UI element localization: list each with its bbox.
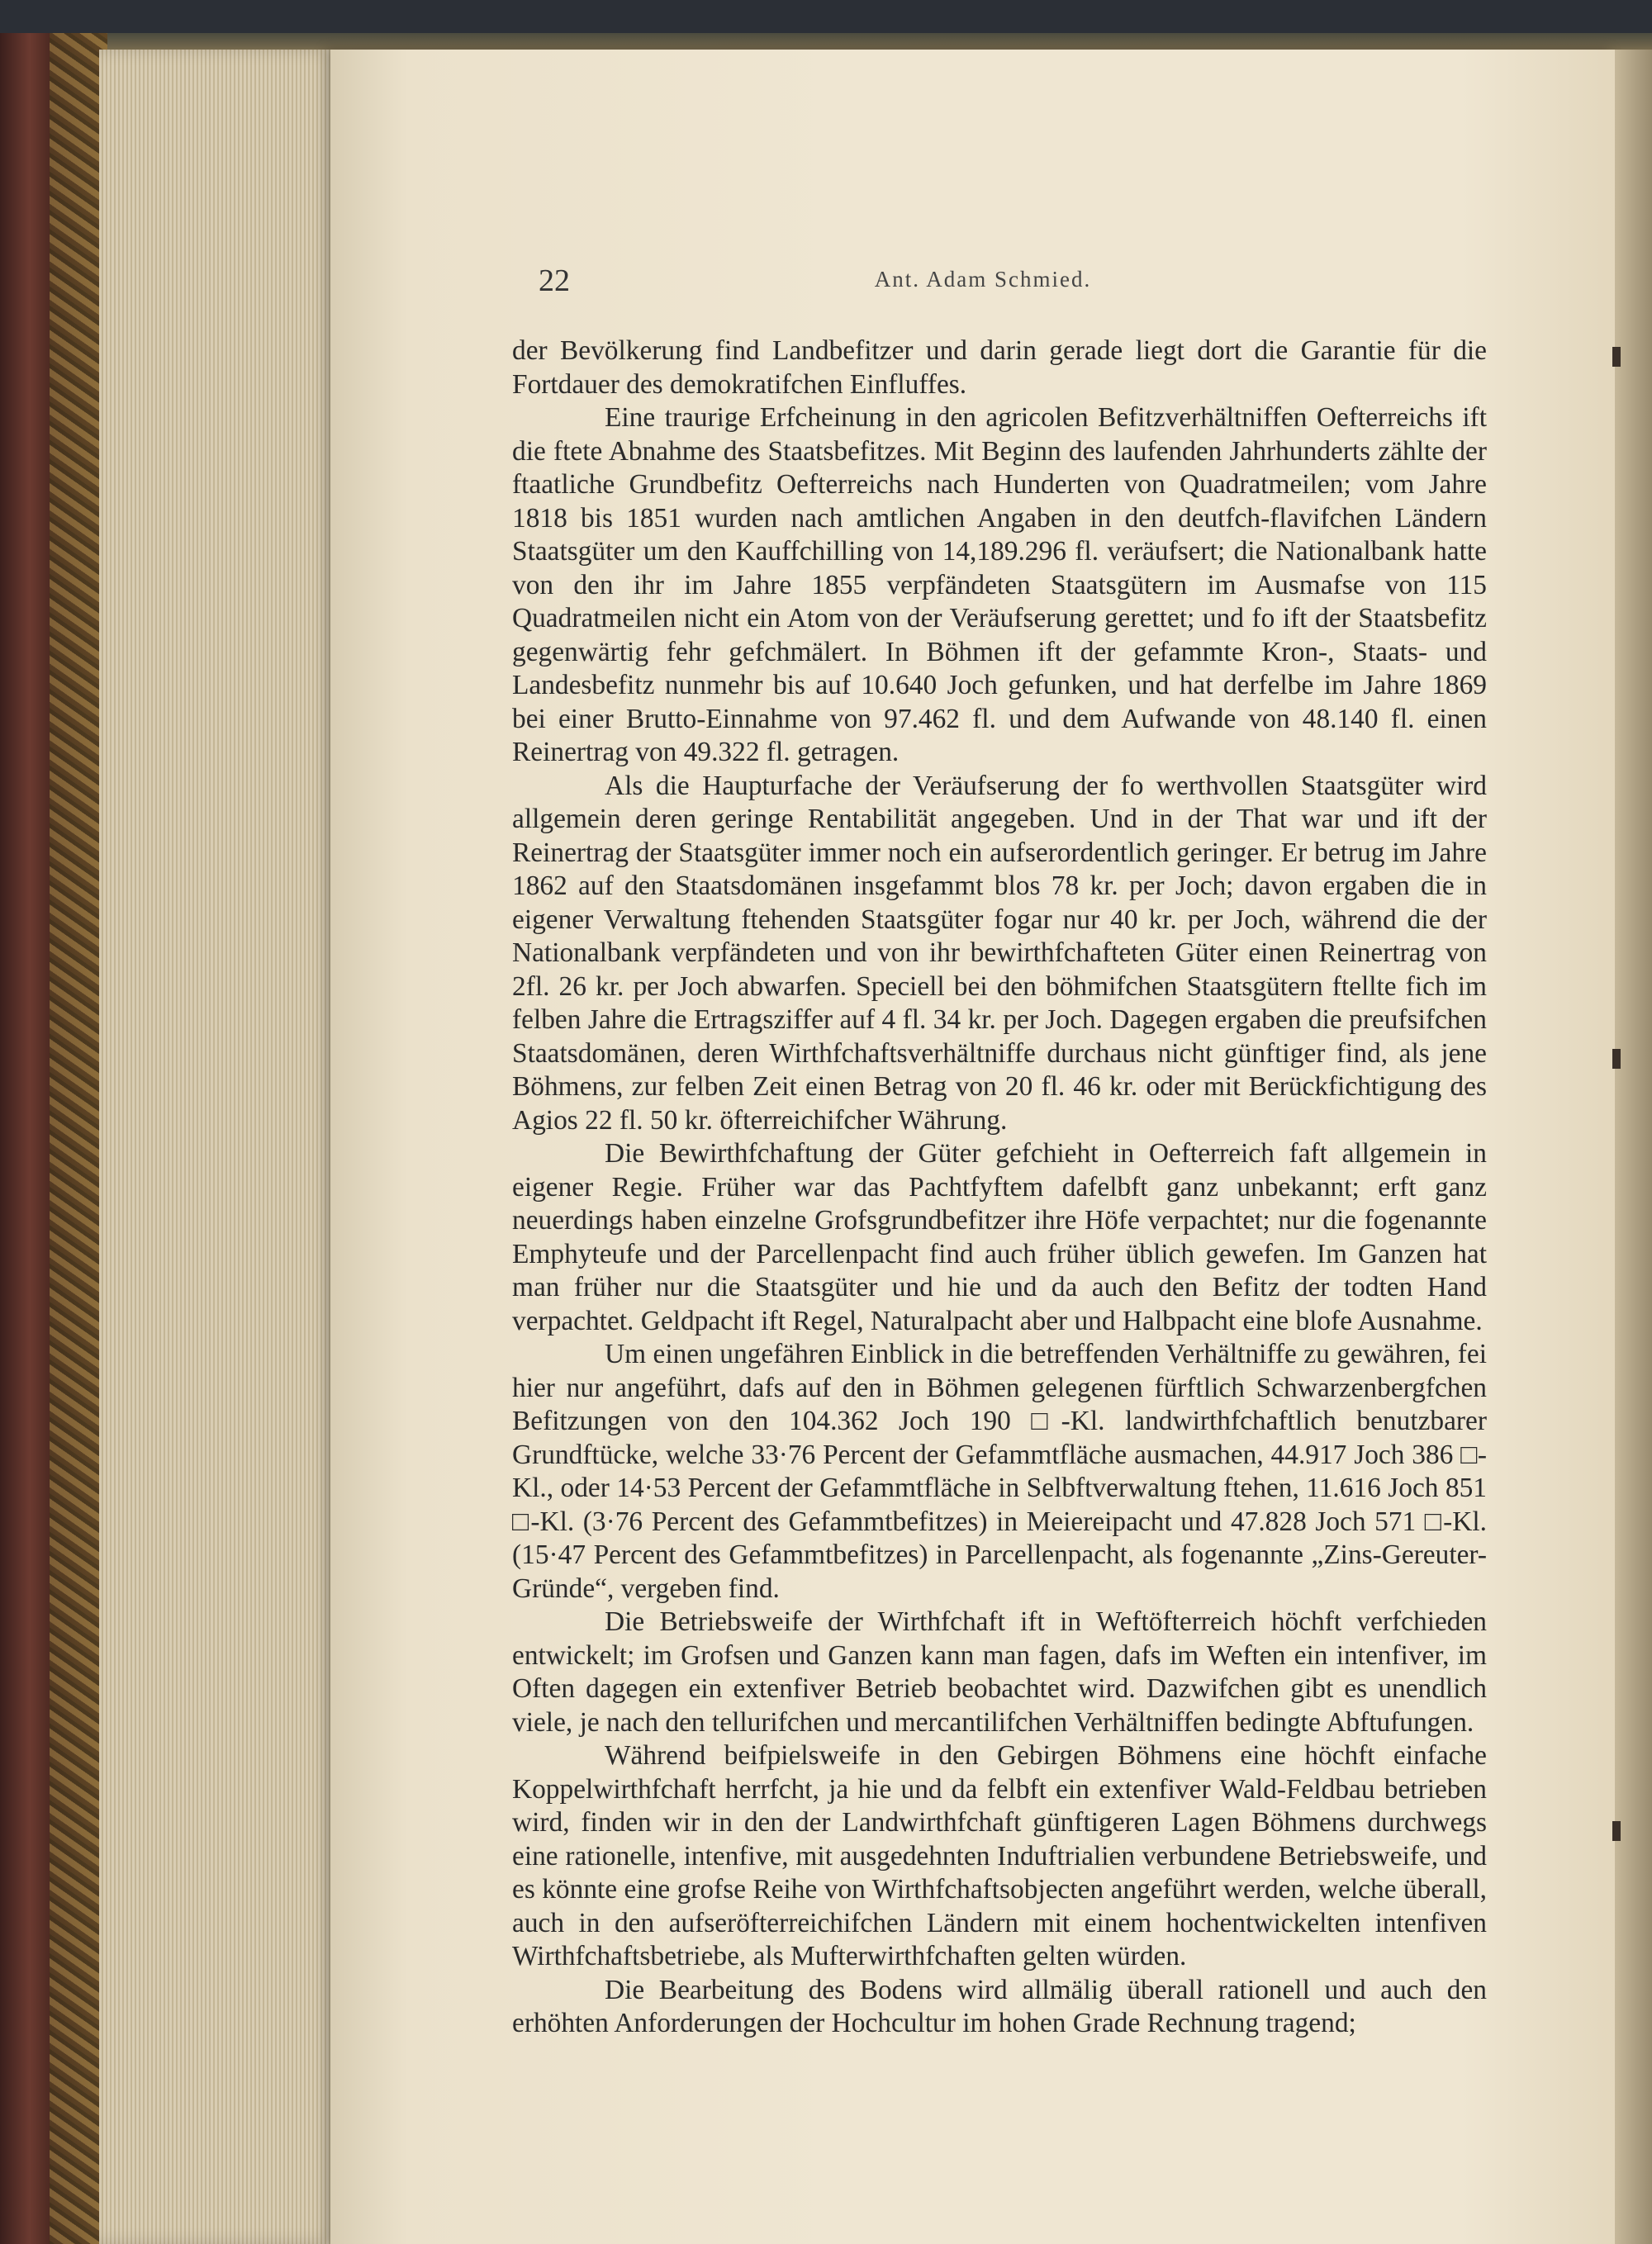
paragraph: Während beifpielsweife in den Gebirgen Böhmens eine höchft einfache Koppelwirthfchaft herrfcht, ja hie und da felbft ein extenfiver Wald-Feldbau betrieben wird, finden wir in den der Landwirthfchaft günftigeren Lagen Böhmens durchwegs eine rationelle, intenfive, mit ausgedehnten Induftrialien verbundene Betriebsweife, und es könnte eine grofse Reihe von Wirthfchaftsobjecten angeführt werden, welche überall, auch in den aufseröfterreichifchen Ländern mit einem hochentwickelten intenfiven Wirthfchaftsbetriebe, als Mufterwirthfchaften gelten würden.: [512, 1740, 1487, 1971]
paragraph: Die Betriebsweife der Wirthfchaft ift in Weftöfterreich höchft verfchieden entwickelt; im Grofsen und Ganzen kann man fagen, dafs im Weften ein intenfiver, im Often dagegen ein extenfiver Betrieb beobachtet wird. Dazwifchen gibt es unendlich viele, je nach den tellurifchen und mercantilifchen Verhältniffen bedingte Abftufungen.: [512, 1606, 1487, 1738]
facing-page-edge: [1615, 50, 1652, 2244]
paragraph: Eine traurige Erfcheinung in den agricolen Befitzverhältniffen Oefterreichs ift die ftete Abnahme des Staatsbefitzes. Mit Beginn des laufenden Jahrhunderts zählte der ftaatliche Grundbefitz Oefterreichs nach Hunderten von Quadratmeilen; vom Jahre 1818 bis 1851 wurden nach amtlichen Angaben in den deutfch-flavifchen Ländern Staatsgüter um den Kauffchilling von 14,189.296 fl. veräufsert; die Nationalbank hatte von den ihr im Jahre 1855 verpfändeten Staatsgütern im Ausmafse von 115 Quadratmeilen nicht ein Atom von der Veräufserung gerettet; und fo ift der Staatsbefitz gegenwärtig fehr gefchmälert. In Böhmen ift der gefammte Kron-, Staats- und Landesbefitz nunmehr bis auf 10.640 Joch gefunken, und hat derfelbe im Jahre 1869 bei einer Brutto-Einnahme von 97.462 fl. und dem Aufwande von 48.140 fl. einen Reinertrag von 49.322 fl. getragen.: [512, 402, 1487, 767]
edge-mark: [1612, 347, 1621, 367]
edge-mark: [1612, 1821, 1621, 1841]
page-number: 22: [539, 263, 570, 298]
page-edges: [99, 50, 347, 2244]
edge-mark: [1612, 1049, 1621, 1069]
background-top: [0, 0, 1652, 51]
paragraph: der Bevölkerung find Landbefitzer und darin gerade liegt dort die Garantie für die Fortdauer des demokratifchen Einfluffes.: [512, 335, 1487, 400]
paragraph: Die Bearbeitung des Bodens wird allmälig überall rationell und auch den erhöhten Anforderungen der Hochcultur im hohen Grade Rechnung tragend;: [512, 1974, 1487, 2038]
running-head: Ant. Adam Schmied.: [874, 267, 1092, 292]
paragraph: Als die Haupturfache der Veräufserung der fo werthvollen Staatsgüter wird allgemein deren geringe Rentabilität angegeben. Und in der That war und ift der Reinertrag der Staatsgüter immer noch ein aufserordentlich geringer. Er betrug im Jahre 1862 auf den Staatsdomänen insgefammt blos 78 kr. per Joch; davon ergaben die in eigener Verwaltung ftehenden Staatsgüter fogar nur 40 kr. per Joch, während die der Nationalbank verpfändeten und von ihr bewirthfchafteten Güter einen Reinertrag von 2fl. 26 kr. per Joch abwarfen. Speciell bei den böhmifchen Staatsgütern ftellte fich im felben Jahre die Ertragsziffer auf 4 fl. 34 kr. per Joch. Dagegen ergaben die preufsifchen Staatsdomänen, deren Wirthfchaftsverhältniffe durchaus nicht günftiger find, als jene Böhmens, zur felben Zeit einen Betrag von 20 fl. 46 kr. oder mit Berückfichtigung des Agios 22 fl. 50 kr. öfterreichifcher Währung.: [512, 770, 1487, 1136]
paragraph: Um einen ungefähren Einblick in die betreffenden Verhältniffe zu gewähren, fei hier nur angeführt, dafs auf den in Böhmen gelegenen fürftlich Schwarzenbergfchen Befitzungen von den 104.362 Joch 190 □-Kl. landwirthfchaftlich benutzbarer Grundftücke, welche 33·76 Percent der Gefammtfläche ausmachen, 44.917 Joch 386 □-Kl., oder 14·53 Percent der Gefammtfläche in Selbftverwaltung ftehen, 11.616 Joch 851 □-Kl. (3·76 Percent des Gefammtbefitzes) in Meiereipacht und 47.828 Joch 571 □-Kl. (15·47 Percent des Gefammtbefitzes) in Parcellenpacht, als fogenannte „Zins-Gereuter-Gründe“, vergeben find.: [512, 1339, 1487, 1604]
paragraph: Die Bewirthfchaftung der Güter gefchieht in Oefterreich faft allgemein in eigener Regie. Früher war das Pachtfyftem dafelbft ganz unbekannt; erft ganz neuerdings haben einzelne Grofsgrundbefitzer ihre Höfe verpachtet; nur die fogenannte Emphyteufe und der Parcellenpacht find auch früher üblich gewefen. Im Ganzen hat man früher nur die Staatsgüter und hie und da auch den Befitz der todten Hand verpachtet. Geldpacht ift Regel, Naturalpacht aber und Halbpacht eine blofe Ausnahme.: [512, 1138, 1487, 1336]
body-text: [512, 334, 1487, 2041]
leather-spine: [0, 33, 50, 2244]
